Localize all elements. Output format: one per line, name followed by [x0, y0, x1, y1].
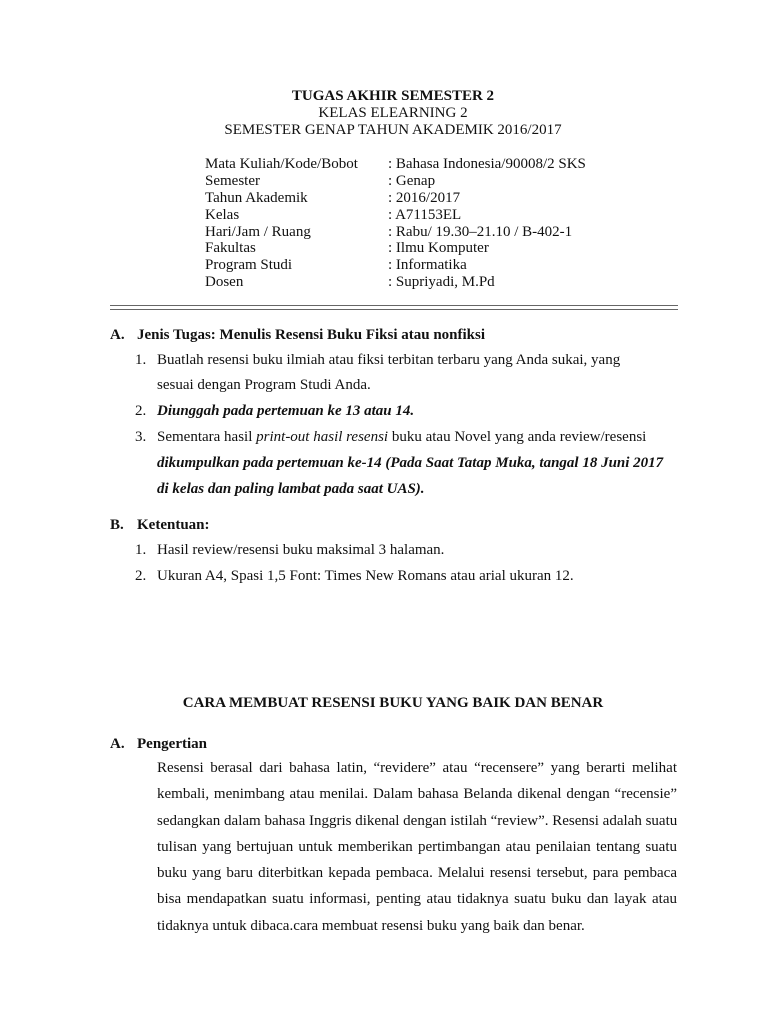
paragraph-line: kembali, menimbang atau menilai. Dalam bahasa Belanda dikenal dengan “recensie” — [157, 786, 677, 803]
info-row — [205, 274, 586, 291]
info-value: : Bahasa Indonesia/90008/2 SKS — [388, 156, 586, 172]
pengertian-paragraph — [157, 758, 677, 942]
info-key: Dosen — [205, 274, 244, 291]
list-item — [135, 541, 695, 559]
divider-bottom — [110, 309, 678, 310]
item-text-continued: sesuai dengan Program Studi Anda. — [157, 377, 371, 393]
item-number: 1. — [135, 352, 147, 368]
info-value: : A71153EL — [388, 206, 462, 223]
doc-title: TUGAS AKHIR SEMESTER 2 — [291, 88, 495, 104]
info-value: : Supriyadi, M.Pd — [388, 274, 495, 291]
info-row — [205, 156, 586, 173]
section-a-heading — [110, 326, 485, 344]
info-row — [205, 240, 586, 257]
item-text: Hasil review/resensi buku maksimal 3 halaman. — [157, 542, 445, 558]
section-title: Jenis Tugas: Menulis Resensi Buku Fiksi atau nonfiksi — [137, 327, 486, 343]
item-text-continued: dikumpulkan pada pertemuan ke-14 (Pada Saat Tatap Muka, tangal 18 Juni 2017 — [157, 455, 664, 471]
info-key: Kelas — [205, 206, 240, 223]
info-key: Tahun Akademik — [205, 189, 308, 206]
info-value: : 2016/2017 — [388, 189, 461, 206]
info-key: Program Studi — [205, 257, 293, 274]
paragraph-line: tidaknya untuk dibaca.cara membuat resensi buku yang baik dan benar. — [157, 917, 585, 934]
item-text: Sementara hasil — [157, 429, 257, 445]
guide-title: CARA MEMBUAT RESENSI BUKU YANG BAIK DAN BENAR — [182, 695, 604, 711]
list-item — [135, 428, 695, 446]
section-title: Ketentuan: — [137, 517, 210, 533]
section-title: Pengertian — [137, 736, 207, 752]
list-item — [135, 567, 695, 585]
list-item — [135, 402, 695, 420]
paragraph-line: Resensi berasal dari bahasa latin, “revidere” atau “recensere” yang berarti melihat — [157, 760, 677, 776]
divider-top — [110, 305, 678, 306]
item-text: Diunggah pada pertemuan ke 13 atau 14. — [157, 403, 415, 419]
paragraph-line: bisa mendapatkan suatu informasi, penting atau tidaknya suatu buku dan layak atau — [157, 891, 677, 908]
info-value: : Ilmu Komputer — [388, 240, 489, 257]
info-row — [205, 207, 586, 224]
item-text-italic: print-out hasil resensi — [256, 429, 389, 445]
item-text: Ukuran A4, Spasi 1,5 Font: Times New Romans atau arial ukuran 12. — [157, 568, 574, 584]
info-row — [205, 224, 586, 241]
item-number: 1. — [135, 542, 147, 558]
info-value: : Genap — [388, 172, 436, 189]
item-text: buku atau Novel yang anda review/resensi — [388, 429, 647, 445]
info-value: : Rabu/ 19.30–21.10 / B-402-1 — [388, 223, 573, 240]
course-info-table — [205, 156, 586, 291]
section-letter: A. — [110, 736, 125, 752]
section-b-heading — [110, 516, 210, 534]
item-text-continued: di kelas dan paling lambat pada saat UAS). — [157, 481, 425, 497]
section-letter: B. — [110, 517, 124, 533]
pengertian-heading — [110, 735, 207, 753]
list-item — [135, 351, 695, 369]
info-value: : Informatika — [388, 257, 467, 274]
item-number: 2. — [135, 568, 147, 584]
paragraph-line: buku yang baru diterbitkan kepada pembaca. Melalui resensi tersebut, para pembaca — [157, 865, 677, 882]
info-key: Mata Kuliah/Kode/Bobot — [205, 156, 358, 172]
info-key: Hari/Jam / Ruang — [205, 223, 311, 240]
paragraph-line: tulisan yang bertujuan untuk memberikan pertimbangan atau penilaian tentang suatu — [157, 838, 677, 855]
info-row — [205, 173, 586, 190]
info-key: Fakultas — [205, 240, 256, 257]
doc-class: KELAS ELEARNING 2 — [318, 105, 468, 121]
paragraph-line: sedangkan dalam bahasa Inggris dikenal dengan istilah “review”. Resensi adalah suatu — [157, 812, 678, 829]
item-number: 2. — [135, 403, 147, 419]
info-row — [205, 190, 586, 207]
item-number: 3. — [135, 429, 147, 445]
info-key: Semester — [205, 172, 260, 189]
section-letter: A. — [110, 327, 125, 343]
info-row — [205, 257, 586, 274]
doc-semester: SEMESTER GENAP TAHUN AKADEMIK 2016/2017 — [224, 122, 562, 138]
item-text: Buatlah resensi buku ilmiah atau fiksi terbitan terbaru yang Anda sukai, yang — [157, 352, 621, 368]
